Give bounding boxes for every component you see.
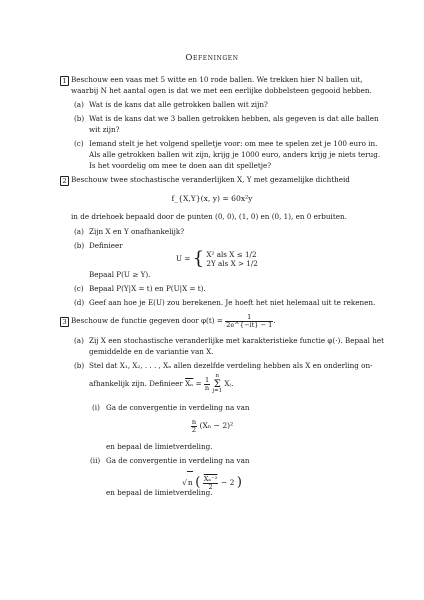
subitem-i-body: (Xₙ − 2)²	[199, 421, 234, 430]
mean-symbol: $\overline{X_n}$	[185, 379, 194, 388]
exercise-number-3: 3	[60, 317, 69, 327]
exercise-1-item-b-text-2: wit zijn?	[89, 125, 120, 134]
sqrt-icon: √	[182, 478, 187, 487]
definition-equals: =	[195, 379, 202, 388]
exercise-number-1: 1	[60, 76, 69, 86]
exercise-1-item-b-text-1: Wat is de kans dat we 3 ballen getrokken hebben, als gegeven is dat alle ballen	[89, 114, 379, 123]
subitem-ii-tail: − 2	[220, 478, 235, 487]
exercise-1-item-c-text-1: Iemand stelt je het volgend spelletje voor: om mee te spelen zet je 100 euro in.	[89, 139, 378, 148]
piecewise-lhs: U =	[176, 254, 191, 263]
subitem-i-after: en bepaal de limietverdeling.	[106, 442, 213, 451]
definition-numerator: 1	[204, 375, 210, 384]
exercise-1-item-a-label: (a)	[74, 100, 84, 109]
sum-term: Xⱼ.	[224, 379, 234, 388]
exercise-1-item-a-text: Wat is de kans dat alle getrokken ballen wit zijn?	[89, 100, 268, 109]
exercise-1-item-c-text-2: Als alle getrokken ballen wit zijn, krijg je 1000 euro, anders krijg je niets terug.	[89, 150, 381, 159]
exercise-3-item-b-line-2	[89, 374, 234, 394]
exercise-2-after-formula: in de driehoek bepaald door de punten (0, 0), (1, 0) en (0, 1), en 0 erbuiten.	[71, 212, 347, 221]
exercise-3-item-b-label: (b)	[74, 361, 85, 370]
subitem-ii-numerator: Xₙ⁻²	[203, 474, 218, 483]
subitem-ii-root: n	[187, 471, 193, 494]
exercise-2-item-c-label: (c)	[74, 284, 84, 293]
exercise-3-intro	[71, 312, 276, 329]
phi-numerator: 1	[225, 314, 273, 322]
subitem-ii-after: en bepaal de limietverdeling.	[106, 488, 213, 497]
definition-fraction	[204, 377, 210, 392]
exercise-1-item-c-text-3: Is het voordelig om mee te doen aan dit spelletje?	[89, 161, 272, 170]
subitem-i-numerator: n	[191, 417, 197, 426]
exercise-2-item-b-label: (b)	[74, 241, 85, 250]
subitem-i-label: (i)	[92, 403, 100, 412]
exercise-3-item-a-text-1: Zij X een stochastische veranderlijke met karakteristieke functie φ(·). Bepaal het	[89, 336, 384, 345]
exercise-2-item-d-label: (d)	[74, 298, 85, 307]
subitem-i-denominator: 2	[191, 425, 197, 434]
exercise-2-density-formula: f_{X,Y}(x, y) = 60x²y	[171, 194, 253, 203]
piecewise-cases	[206, 250, 257, 268]
exercise-3-item-b-text-1: Stel dat X₁, X₂, . . . , Xₙ allen dezelfde verdeling hebben als X en onderling on-	[89, 361, 373, 370]
phi-fraction	[225, 312, 276, 329]
phi-tail: .	[273, 316, 276, 325]
piecewise-case-2: 2Y als X > 1/2	[206, 259, 258, 268]
subitem-i-formula	[0, 416, 424, 436]
exercise-1-intro-line-2: waarbij N het aantal ogen is dat we met een eerlijke dobbelsteen gegooid hebben.	[71, 86, 372, 95]
exercise-2-item-b-text: Definieer	[89, 241, 123, 250]
exercise-3-item-b-text-2: afhankelijk zijn. Definieer	[89, 379, 183, 388]
subitem-i-fraction	[191, 419, 197, 434]
subitem-i-text: Ga de convergentie in verdeling na van	[106, 403, 250, 412]
exercise-3-item-a-text-2: gemiddelde en de variantie van X.	[89, 347, 214, 356]
sum-symbol	[212, 374, 222, 394]
left-paren: (	[195, 475, 201, 490]
subitem-ii-label: (ii)	[90, 456, 101, 465]
piecewise-brace: {	[192, 248, 205, 269]
exercise-number-2: 2	[60, 176, 69, 186]
piecewise-case-1: X² als X ≤ 1/2	[206, 250, 257, 259]
exercise-2-item-d-text: Geef aan hoe je E(U) zou berekenen. Je hoeft het niet helemaal uit te rekenen.	[89, 298, 376, 307]
piecewise-definition	[176, 250, 258, 268]
sum-lower-limit: j=1	[212, 387, 223, 394]
right-paren: )	[236, 475, 242, 490]
sum-upper-limit: n	[215, 373, 220, 379]
exercise-2-item-a-text: Zijn X en Y onafhankelijk?	[89, 227, 185, 236]
exercise-3-item-a-label: (a)	[74, 336, 84, 345]
definition-denominator: n	[204, 383, 210, 392]
exercise-1-intro-line-1: Beschouw een vaas met 5 witte en 10 rode ballen. We trekken hier N ballen uit,	[71, 75, 363, 84]
exercise-1-item-c-label: (c)	[74, 139, 84, 148]
exercise-1-item-b-label: (b)	[74, 114, 85, 123]
subitem-ii-text: Ga de convergentie in verdeling na van	[106, 456, 250, 465]
exercise-2-item-c-text: Bepaal P(Y|X = t) en P(U|X = t).	[89, 284, 206, 293]
subitem-ii-denominator: 2	[208, 482, 213, 491]
page-title: Oefeningen	[185, 53, 239, 63]
exercise-3-intro-text: Beschouw de functie gegeven door φ(t) =	[71, 316, 223, 325]
sigma-icon: Σ	[213, 378, 221, 390]
exercise-2-after-piecewise: Bepaal P(U ≥ Y).	[89, 270, 151, 279]
exercise-2-item-a-label: (a)	[74, 227, 84, 236]
exercise-2-intro: Beschouw twee stochastische veranderlijken X, Y met gezamelijke dichtheid	[71, 175, 350, 184]
phi-denominator: 2e^{−it} − 1	[226, 320, 273, 329]
